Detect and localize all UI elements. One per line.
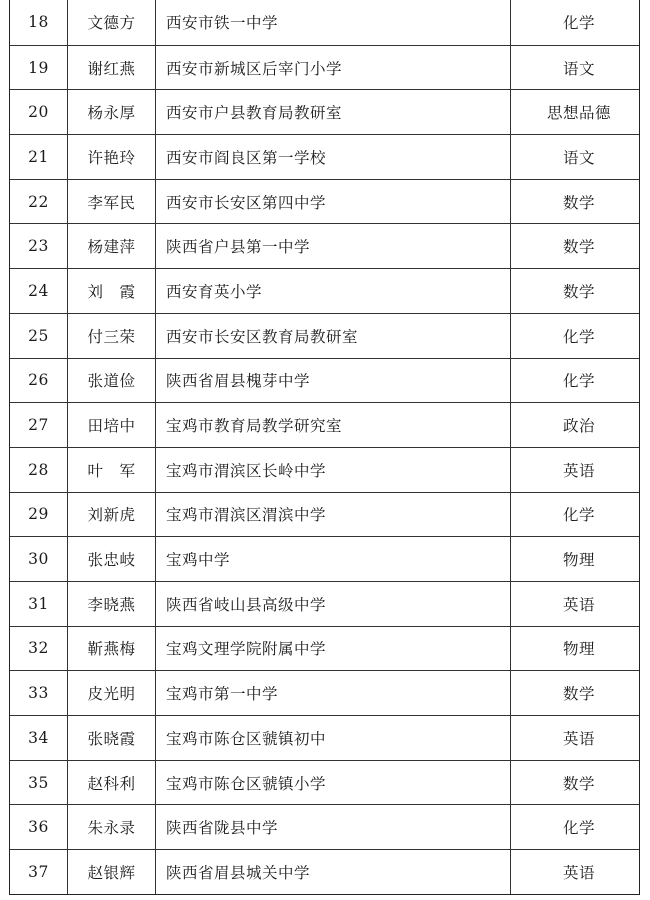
row-number: 36 [10,805,68,849]
teacher-name: 张道俭 [68,359,156,403]
school-name: 陕西省户县第一中学 [156,224,511,268]
subject-name: 语文 [562,59,595,78]
teacher-name: 朱永录 [68,805,156,849]
school-name: 西安市户县教育局教研室 [156,90,511,134]
table-row [10,358,639,403]
teacher-name: 付三荣 [68,314,156,358]
row-number: 34 [10,716,68,760]
school-name: 宝鸡中学 [156,537,511,581]
teacher-name: 皮光明 [68,671,156,715]
teacher-name: 叶 军 [68,448,156,492]
table-row [10,492,639,537]
row-number: 37 [10,850,68,894]
row-number: 33 [10,671,68,715]
teacher-name: 刘新虎 [68,493,156,537]
teacher-name: 文德方 [68,0,156,45]
row-number: 23 [10,224,68,268]
subject-name: 英语 [562,729,595,748]
subject-name: 数学 [562,774,595,793]
table-row [10,45,639,90]
table-row [10,536,639,581]
teacher-name: 赵科利 [68,761,156,805]
subject-name: 化学 [562,327,595,346]
roster-table [9,0,640,895]
subject-name: 语文 [562,148,595,167]
school-name: 陕西省岐山县高级中学 [156,582,511,626]
table-row [10,626,639,671]
school-name: 西安市阎良区第一学校 [156,135,511,179]
teacher-name: 杨建萍 [68,224,156,268]
teacher-name: 李晓燕 [68,582,156,626]
school-name: 宝鸡市第一中学 [156,671,511,715]
subject-name: 英语 [562,461,595,480]
subject-name: 数学 [562,238,595,257]
table-row [10,268,639,313]
row-number: 30 [10,537,68,581]
subject-name: 化学 [562,819,595,838]
school-name: 宝鸡市渭滨区长岭中学 [156,448,511,492]
subject-name: 数学 [562,282,595,301]
row-number: 18 [10,0,68,45]
table-row [10,804,639,849]
row-number: 20 [10,90,68,134]
teacher-name: 张忠岐 [68,537,156,581]
teacher-name: 靳燕梅 [68,627,156,671]
school-name: 西安育英小学 [156,269,511,313]
table-row [10,581,639,626]
school-name: 宝鸡市陈仓区虢镇初中 [156,716,511,760]
table-row [10,134,639,179]
table-row [10,313,639,358]
table-row [10,715,639,760]
school-name: 宝鸡市渭滨区渭滨中学 [156,493,511,537]
school-name: 西安市长安区第四中学 [156,180,511,224]
row-number: 27 [10,403,68,447]
teacher-name: 张晓霞 [68,716,156,760]
row-number: 32 [10,627,68,671]
school-name: 宝鸡文理学院附属中学 [156,627,511,671]
school-name: 宝鸡市教育局教学研究室 [156,403,511,447]
teacher-name: 许艳玲 [68,135,156,179]
row-number: 25 [10,314,68,358]
table-row [10,402,639,447]
row-number: 22 [10,180,68,224]
school-name: 陕西省眉县槐芽中学 [156,359,511,403]
subject-name: 数学 [562,685,595,704]
subject-name: 英语 [562,595,595,614]
row-number: 28 [10,448,68,492]
subject-name: 思想品德 [546,104,611,123]
school-name: 西安市新城区后宰门小学 [156,46,511,90]
teacher-name: 赵银辉 [68,850,156,894]
table-row [10,223,639,268]
table-row [10,670,639,715]
row-number: 26 [10,359,68,403]
teacher-name: 田培中 [68,403,156,447]
table-row [10,0,639,45]
table-row [10,447,639,492]
row-number: 29 [10,493,68,537]
school-name: 西安市铁一中学 [156,0,511,45]
table-row [10,89,639,134]
table-row [10,760,639,805]
row-number: 21 [10,135,68,179]
school-name: 陕西省眉县城关中学 [156,850,511,894]
row-number: 31 [10,582,68,626]
school-name: 陕西省陇县中学 [156,805,511,849]
subject-name: 英语 [562,863,595,882]
table-row [10,179,639,224]
row-number: 35 [10,761,68,805]
subject-name: 化学 [562,372,595,391]
subject-name: 化学 [562,14,595,33]
row-number: 24 [10,269,68,313]
teacher-name: 刘 霞 [68,269,156,313]
table-row [10,849,639,894]
subject-name: 物理 [562,640,595,659]
subject-name: 政治 [562,417,595,436]
subject-name: 物理 [562,551,595,570]
subject-name: 化学 [562,506,595,525]
school-name: 宝鸡市陈仓区虢镇小学 [156,761,511,805]
teacher-name: 杨永厚 [68,90,156,134]
row-number: 19 [10,46,68,90]
subject-name: 数学 [562,193,595,212]
school-name: 西安市长安区教育局教研室 [156,314,511,358]
teacher-name: 李军民 [68,180,156,224]
teacher-name: 谢红燕 [68,46,156,90]
